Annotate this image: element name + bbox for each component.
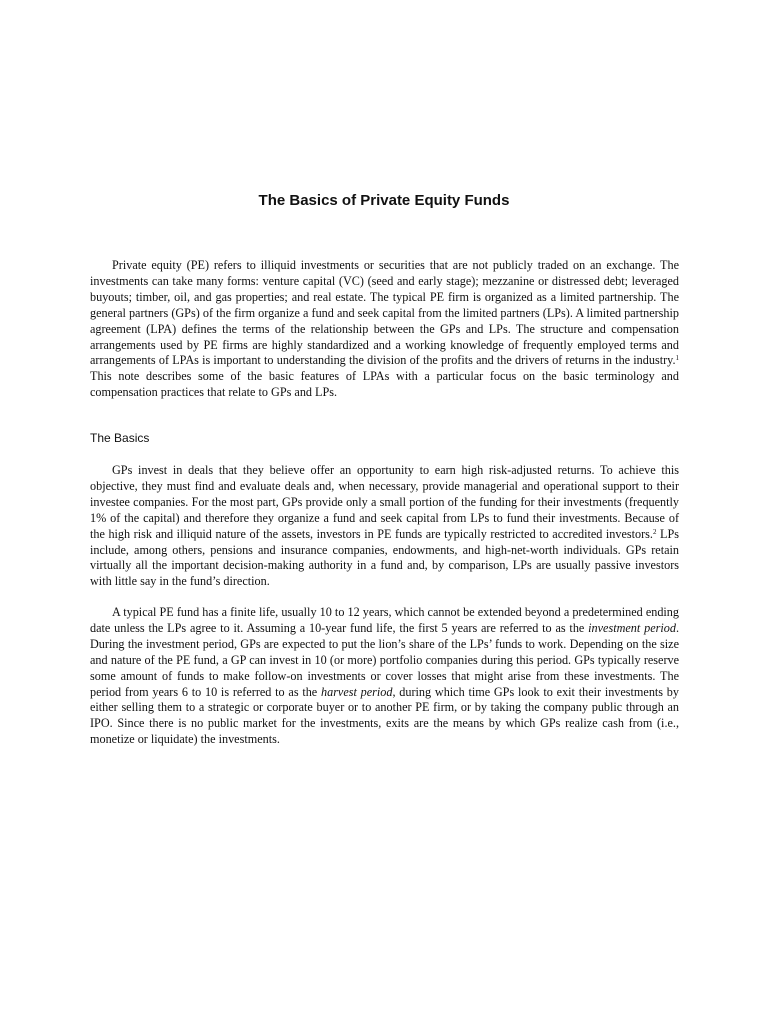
basics-paragraph-1-text-part-1: GPs invest in deals that they believe offer an opportunity to earn high risk-adjusted returns. To achieve this objective, they must find and evaluate deals and, when necessary, provide managerial and operational support to their investee companies. For the most part, GPs provide only a small portion of the funding for their investments (frequently 1% of the capital) and therefore they organize a fund and seek capital from LPs to fund their investments. Because of the high risk and illiquid nature of the assets, investors in PE funds are typically restricted to accredited investors.: [90, 463, 679, 541]
term-harvest-period: harvest period: [321, 684, 393, 699]
footnote-marker-1[interactable]: 1: [675, 354, 679, 363]
basics-paragraph-2: [90, 605, 679, 748]
basics-paragraph-1-text-part-2: LPs include, among others, pensions and insurance companies, endowments, and high-net-worth individuals. GPs retain virtually all the important decision-making authority in a fund and, by comparison, LPs are usually passive investors with little say in the fund’s direction.: [90, 526, 679, 589]
intro-text-part-2: This note describes some of the basic features of LPAs with a particular focus on the basic terminology and compensation practices that relate to GPs and LPs.: [90, 369, 679, 400]
section-heading-basics: The Basics: [90, 431, 150, 445]
basics-paragraph-2-text-part-1: A typical PE fund has a finite life, usually 10 to 12 years, which cannot be extended beyond a predetermined ending date unless the LPs agree to it. Assuming a 10-year fund life, the first 5 years are referred to as the: [90, 605, 679, 635]
intro-text-part-1: Private equity (PE) refers to illiquid investments or securities that are not publicly traded on an exchange. The investments can take many forms: venture capital (VC) (seed and early stage); mezzanine or distressed debt; leveraged buyouts; timber, oil, and gas properties; and real estate. The typical PE firm is organized as a limited partnership. The general partners (GPs) of the firm organize a fund and seek capital from the limited partners (LPs). A limited partnership agreement (LPA) defines the terms of the relationship between the GPs and LPs. The structure and compensation arrangements used by PE firms are highly standardized and a working knowledge of frequently employed terms and arrangements of LPAs is important to understanding the division of the profits and the drivers of returns in the industry.: [90, 258, 679, 368]
document-title: The Basics of Private Equity Funds: [258, 192, 510, 209]
basics-paragraph-2-text-part-3: , during which time GPs look to exit their investments by either selling them to a strategic or corporate buyer or to another PE firm, or by taking the company public through an IPO. Since there is no public market for the investments, exits are the means by which GPs realize cash from (i.e., monetize or liquidate) the investments.: [90, 684, 679, 747]
intro-paragraph: [90, 258, 679, 401]
basics-paragraph-2-text-part-2: . During the investment period, GPs are expected to put the lion’s share of the LPs’ funds to work. Depending on the size and nature of the PE fund, a GP can invest in 10 (or more) portfolio companies during this period. GPs typically reserve some amount of funds to make follow-on investments or cover losses that might arise from these investments. The period from years 6 to 10 is referred to as the: [90, 620, 679, 699]
basics-paragraph-1: [90, 463, 679, 590]
term-investment-period: investment period: [588, 620, 676, 635]
footnote-marker-2[interactable]: 2: [652, 527, 657, 536]
